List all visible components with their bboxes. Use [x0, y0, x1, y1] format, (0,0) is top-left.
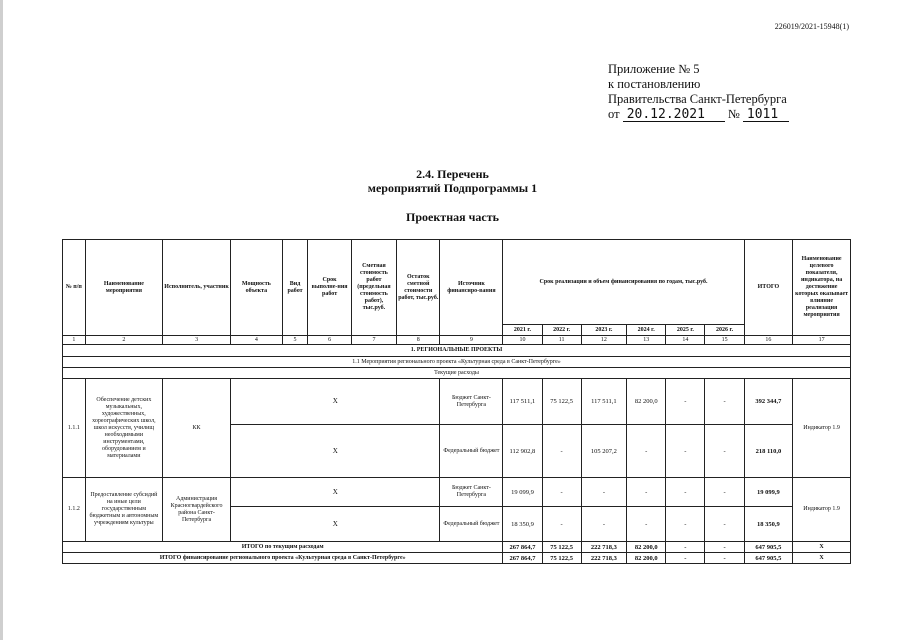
- item-number: 1.1.1: [63, 379, 86, 478]
- item-executor: КК: [163, 379, 231, 478]
- total-year-value: 82 200,0: [627, 542, 666, 553]
- header-estimate: Сметная стоимость работ (предельная стоимость работ), тыс.руб.: [351, 240, 396, 336]
- year-header: 2025 г.: [666, 325, 705, 336]
- year-value: -: [705, 478, 744, 507]
- column-number: 13: [627, 336, 666, 345]
- year-value: -: [542, 425, 581, 478]
- row-total: 18 350,9: [744, 507, 792, 542]
- header-term: Срок выполне-ния работ: [308, 240, 351, 336]
- section-heading: 1. РЕГИОНАЛЬНЫЕ ПРОЕКТЫ: [63, 345, 851, 357]
- column-number: 14: [666, 336, 705, 345]
- year-value: -: [627, 507, 666, 542]
- funding-source: Федеральный бюджет: [440, 425, 503, 478]
- section-title: 2.4. Перечень: [416, 167, 489, 181]
- total-indicator: X: [793, 553, 851, 564]
- document-number: 226019/2021-15948(1): [774, 22, 849, 31]
- activities-table: [62, 239, 851, 564]
- column-number: 11: [542, 336, 581, 345]
- total-year-value: -: [666, 553, 705, 564]
- subsection-row: [63, 357, 851, 368]
- appendix-date-row: [608, 107, 789, 122]
- header-name: Наименование мероприятия: [85, 240, 162, 336]
- category-heading: Текущие расходы: [63, 368, 851, 379]
- year-header: 2024 г.: [627, 325, 666, 336]
- header-num: № п/п: [63, 240, 86, 336]
- total-year-value: 222 718,3: [581, 553, 626, 564]
- header-capacity: Мощность объекта: [231, 240, 283, 336]
- year-value: -: [705, 507, 744, 542]
- year-value: -: [627, 478, 666, 507]
- total-year-value: -: [705, 542, 744, 553]
- column-number: 7: [351, 336, 396, 345]
- item-name: Обеспечение детских музыкальных, художественных, хореографических школ, школ искусств, училищ необходимыми инструментами, оборудованием и материалами: [85, 379, 162, 478]
- year-value: -: [627, 425, 666, 478]
- grand-total: 647 905,5: [744, 542, 792, 553]
- year-value: -: [542, 478, 581, 507]
- header-executor: Исполнитель, участник: [163, 240, 231, 336]
- total-year-value: -: [666, 542, 705, 553]
- total-label: ИТОГО по текущим расходам: [63, 542, 503, 553]
- merged-x-cell: X: [231, 425, 440, 478]
- part-title: Проектная часть: [406, 210, 499, 224]
- year-header: 2023 г.: [581, 325, 626, 336]
- year-value: -: [666, 507, 705, 542]
- item-indicator: Индикатор 1.9: [793, 379, 851, 478]
- year-value: 117 511,1: [581, 379, 626, 425]
- item-indicator: Индикатор 1.9: [793, 478, 851, 542]
- table-row: [63, 478, 851, 507]
- row-total: 392 344,7: [744, 379, 792, 425]
- category-row: [63, 368, 851, 379]
- column-number: 6: [308, 336, 351, 345]
- date-prefix: от: [608, 107, 620, 121]
- page-edge: [0, 0, 3, 640]
- total-row-regional-project: [63, 553, 851, 564]
- year-header: 2021 г.: [503, 325, 542, 336]
- year-value: -: [666, 478, 705, 507]
- year-value: -: [705, 379, 744, 425]
- year-value: -: [581, 478, 626, 507]
- header-period: Срок реализации и объем финансирования по годам, тыс.руб.: [503, 240, 744, 325]
- header-indicator: Наименование целевого показателя, индикатора, на достижение которых оказывает влияние реализация мероприятия: [793, 240, 851, 336]
- year-value: 18 350,9: [503, 507, 542, 542]
- column-number: 15: [705, 336, 744, 345]
- total-year-value: 82 200,0: [627, 553, 666, 564]
- year-value: -: [666, 425, 705, 478]
- funding-source: Федеральный бюджет: [440, 507, 503, 542]
- appendix-line-2: к постановлению: [608, 77, 701, 91]
- column-number: 12: [581, 336, 626, 345]
- subsection-heading: 1.1 Мероприятия регионального проекта «Культурная среда в Санкт-Петербурге»: [63, 357, 851, 368]
- header-total: ИТОГО: [744, 240, 792, 336]
- year-value: -: [705, 425, 744, 478]
- total-year-value: 75 122,5: [542, 542, 581, 553]
- number-prefix: №: [727, 107, 740, 121]
- item-name: Предоставление субсидий на иные цели государственным бюджетным и автономным учреждениям культуры: [85, 478, 162, 542]
- column-number: 9: [440, 336, 503, 345]
- column-number: 17: [793, 336, 851, 345]
- merged-x-cell: X: [231, 379, 440, 425]
- header-source: Источник финансиро-вания: [440, 240, 503, 336]
- year-value: 75 122,5: [542, 379, 581, 425]
- row-total: 19 099,9: [744, 478, 792, 507]
- year-value: -: [581, 507, 626, 542]
- resolution-number: 1011: [743, 108, 789, 122]
- merged-x-cell: X: [231, 507, 440, 542]
- section-subtitle: мероприятий Подпрограммы 1: [367, 181, 538, 195]
- funding-source: Бюджет Санкт-Петербурга: [440, 478, 503, 507]
- column-number: 16: [744, 336, 792, 345]
- appendix-block: [608, 62, 789, 122]
- year-value: 117 511,1: [503, 379, 542, 425]
- resolution-date: 20.12.2021: [623, 108, 725, 122]
- row-total: 218 110,0: [744, 425, 792, 478]
- total-indicator: X: [793, 542, 851, 553]
- header-row: [63, 240, 851, 325]
- funding-source: Бюджет Санкт-Петербурга: [440, 379, 503, 425]
- total-year-value: 267 864,7: [503, 542, 542, 553]
- year-value: -: [542, 507, 581, 542]
- total-year-value: 267 864,7: [503, 553, 542, 564]
- year-value: -: [666, 379, 705, 425]
- appendix-line-3: Правительства Санкт-Петербурга: [608, 92, 787, 106]
- item-executor: Администрация Красногвардейского района Санкт-Петербурга: [163, 478, 231, 542]
- column-number: 4: [231, 336, 283, 345]
- header-work-type: Вид работ: [282, 240, 308, 336]
- column-number: 1: [63, 336, 86, 345]
- merged-x-cell: X: [231, 478, 440, 507]
- column-number: 5: [282, 336, 308, 345]
- total-year-value: -: [705, 553, 744, 564]
- total-row-current-expenses: [63, 542, 851, 553]
- year-value: 112 902,8: [503, 425, 542, 478]
- year-value: 19 099,9: [503, 478, 542, 507]
- year-value: 82 200,0: [627, 379, 666, 425]
- year-header: 2022 г.: [542, 325, 581, 336]
- appendix-line-1: Приложение № 5: [608, 62, 700, 76]
- year-value: 105 207,2: [581, 425, 626, 478]
- column-number: 8: [397, 336, 440, 345]
- total-year-value: 222 718,3: [581, 542, 626, 553]
- total-year-value: 75 122,5: [542, 553, 581, 564]
- grand-total: 647 905,5: [744, 553, 792, 564]
- column-number: 3: [163, 336, 231, 345]
- total-label: ИТОГО финансирование регионального проекта «Культурная среда в Санкт-Петербурге»: [63, 553, 503, 564]
- year-header: 2026 г.: [705, 325, 744, 336]
- item-number: 1.1.2: [63, 478, 86, 542]
- header-remainder: Остаток сметной стоимости работ, тыс.руб.: [397, 240, 440, 336]
- section-row: [63, 345, 851, 357]
- column-number: 2: [85, 336, 162, 345]
- table-row: [63, 379, 851, 425]
- column-number: 10: [503, 336, 542, 345]
- column-numbers-row: [63, 336, 851, 345]
